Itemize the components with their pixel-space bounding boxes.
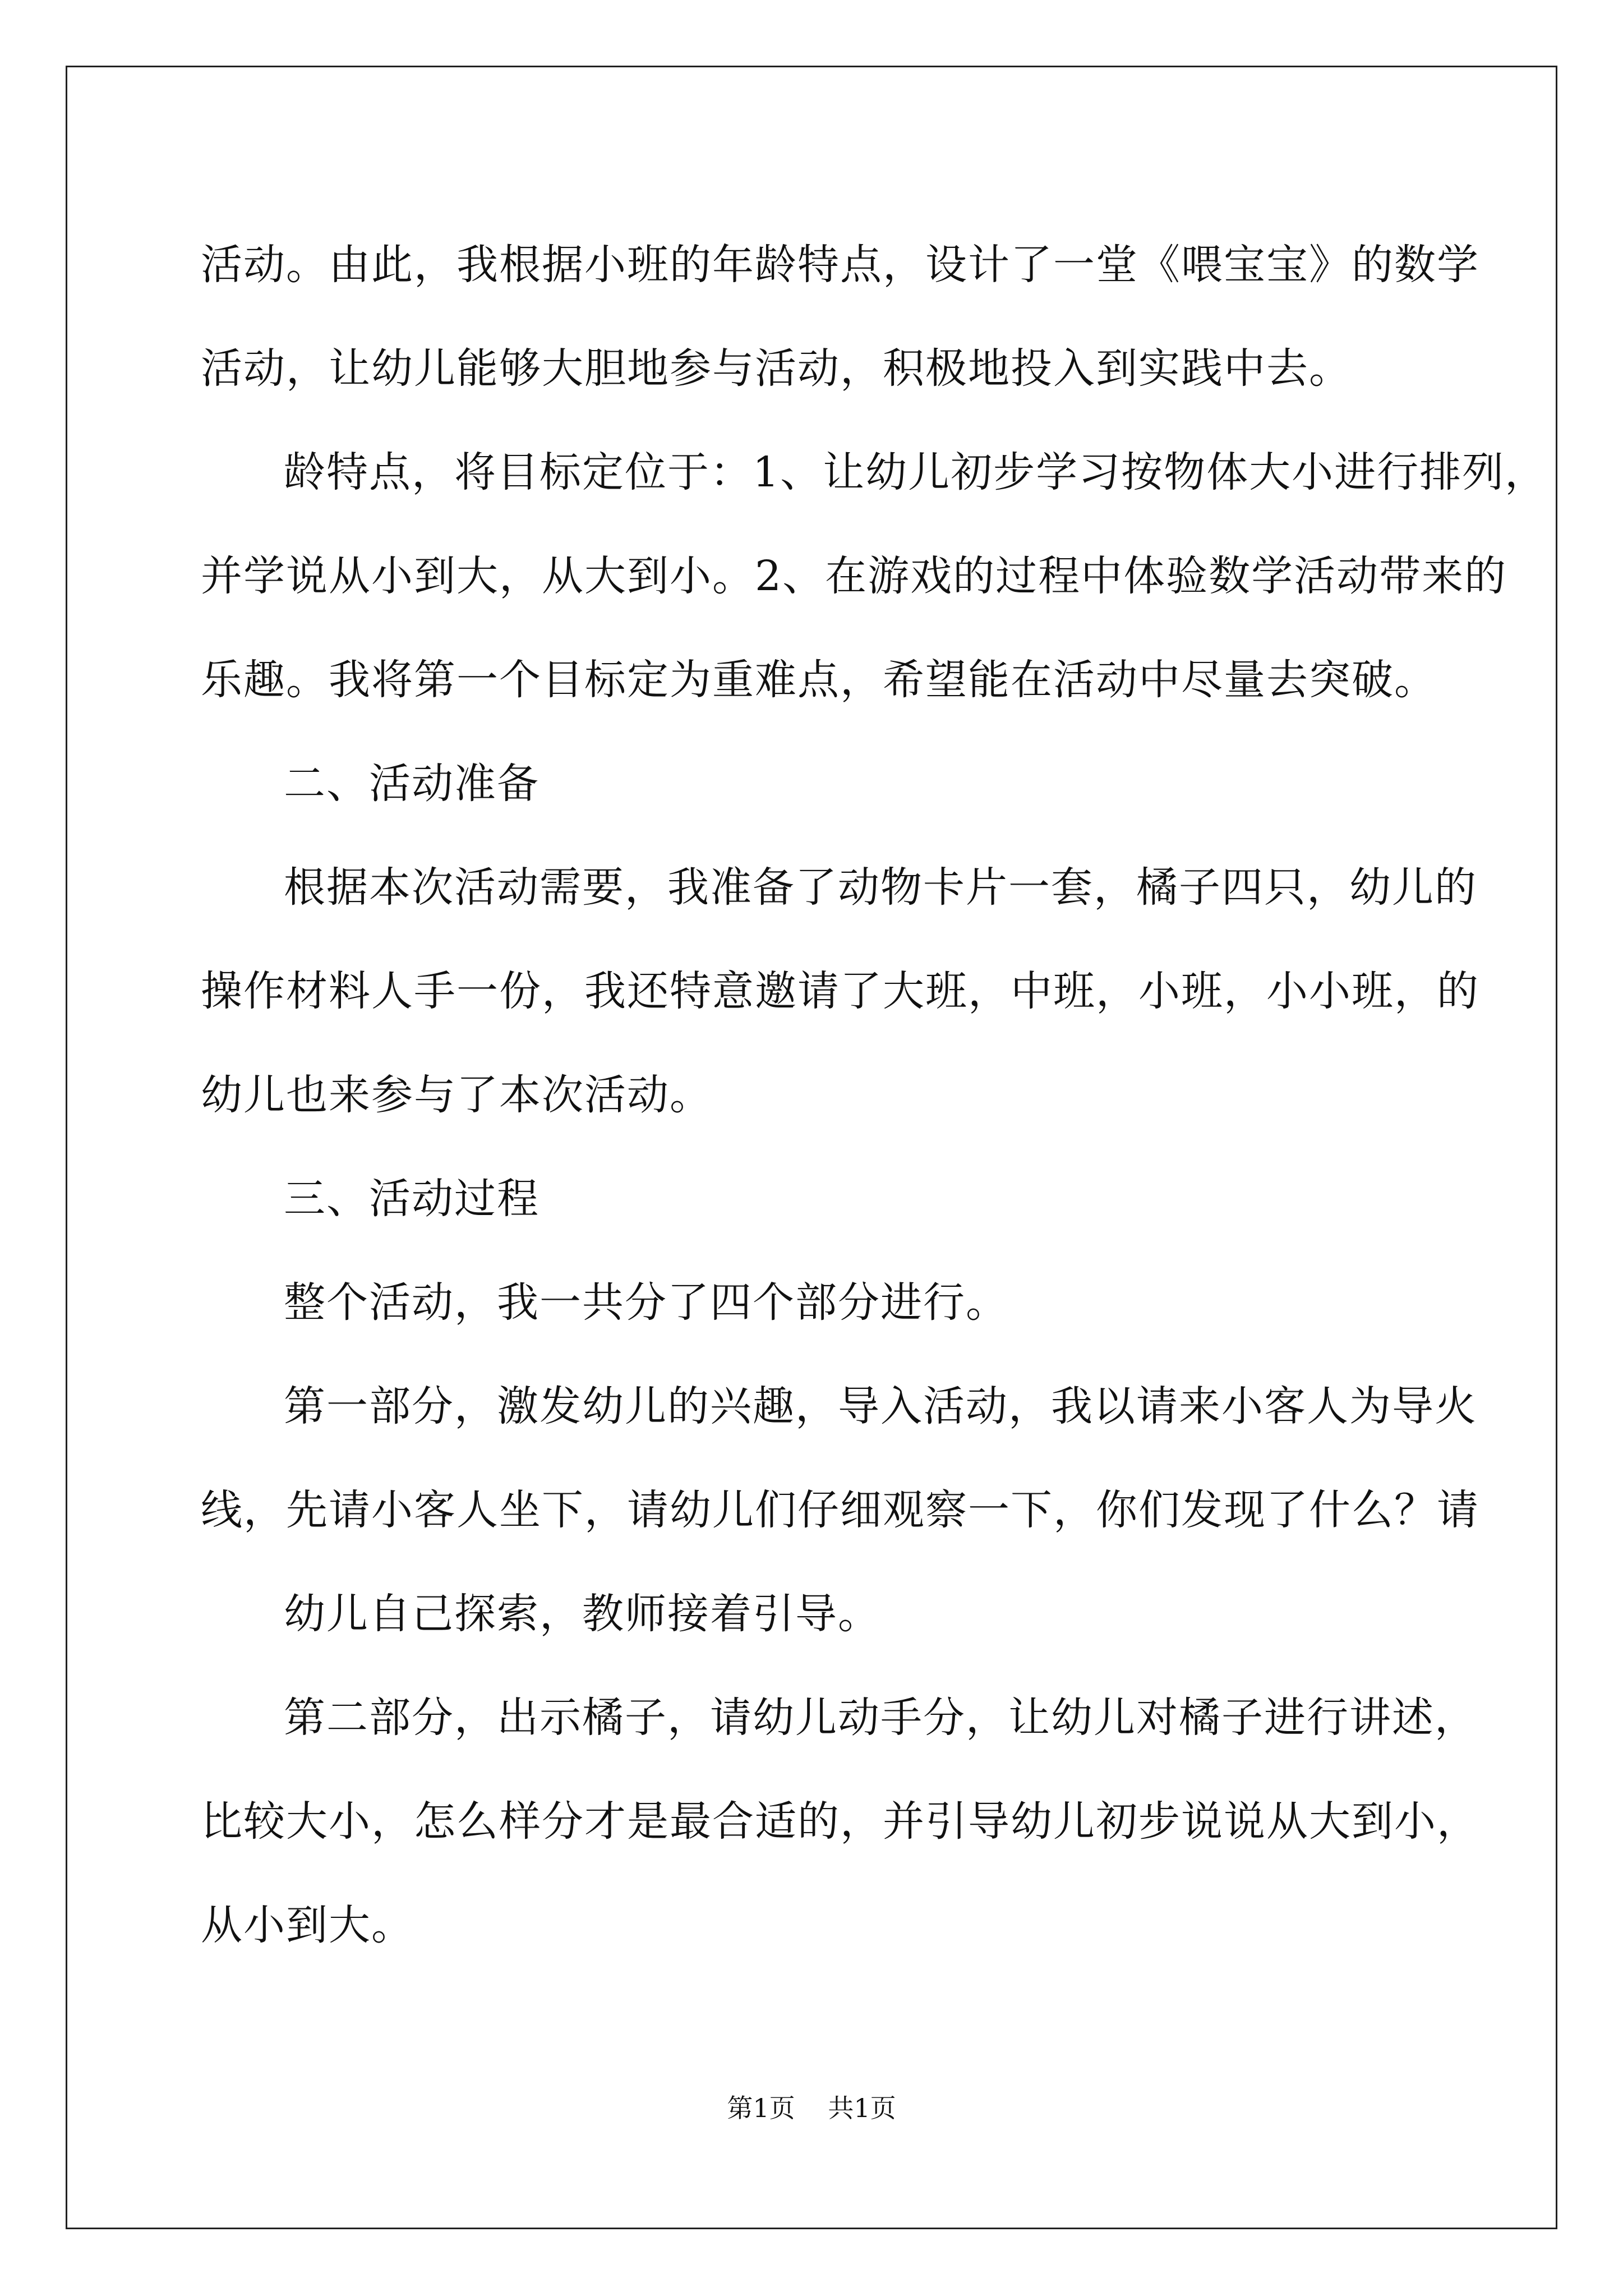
section-heading	[201, 732, 1423, 836]
paragraph	[201, 1666, 1479, 1977]
text-line: 整个活动，我一共分了四个部分进行。	[284, 1278, 1008, 1327]
text-line: 线，先请小客人坐下，请幼儿们仔细观察一下，你们发现了什么？请	[201, 1486, 1479, 1534]
text-line: 三、活动过程	[284, 1175, 540, 1223]
text-line: 从小到大。	[201, 1901, 414, 1949]
page-number-total: 共1页	[828, 2093, 896, 2123]
text-line: 根据本次活动需要，我准备了动物卡片一套，橘子四只，幼儿的	[284, 863, 1477, 912]
text-line: 并学说从小到大，从大到小。2、在游戏的过程中体验数学活动带来的	[201, 552, 1507, 600]
text-line: 活动，让幼儿能够大胆地参与活动，积极地投入到实践中去。	[201, 344, 1352, 393]
text-line: 乐趣。我将第一个目标定为重难点，希望能在活动中尽量去突破。	[201, 656, 1437, 704]
text-line: 操作材料人手一份，我还特意邀请了大班，中班，小班，小小班，的	[201, 967, 1479, 1015]
paragraph	[201, 213, 1479, 421]
page-footer	[0, 2091, 1623, 2125]
paragraph	[201, 421, 1548, 732]
text-line: 第二部分，出示橘子，请幼儿动手分，让幼儿对橘子进行讲述，	[284, 1694, 1477, 1742]
text-line: 二、活动准备	[284, 760, 540, 808]
paragraph	[201, 1355, 1479, 1562]
text-line: 第一部分，激发幼儿的兴趣，导入活动，我以请来小客人为导火	[284, 1382, 1477, 1430]
paragraph	[201, 836, 1479, 1147]
text-line: 比较大小，怎么样分才是最合适的，并引导幼儿初步说说从大到小，	[201, 1797, 1479, 1846]
text-line: 活动。由此，我根据小班的年龄特点，设计了一堂《喂宝宝》的数学	[201, 241, 1479, 289]
page-number-current: 第1页	[727, 2093, 795, 2123]
paragraph	[201, 1251, 1423, 1355]
text-line: 幼儿自己探索，教师接着引导。	[284, 1590, 880, 1638]
section-heading	[201, 1147, 1423, 1251]
text-line: 龄特点，将目标定位于：1、让幼儿初步学习按物体大小进行排列，	[284, 448, 1548, 496]
paragraph	[201, 1562, 1423, 1666]
document-body	[201, 213, 1548, 1977]
text-line: 幼儿也来参与了本次活动。	[201, 1071, 712, 1119]
